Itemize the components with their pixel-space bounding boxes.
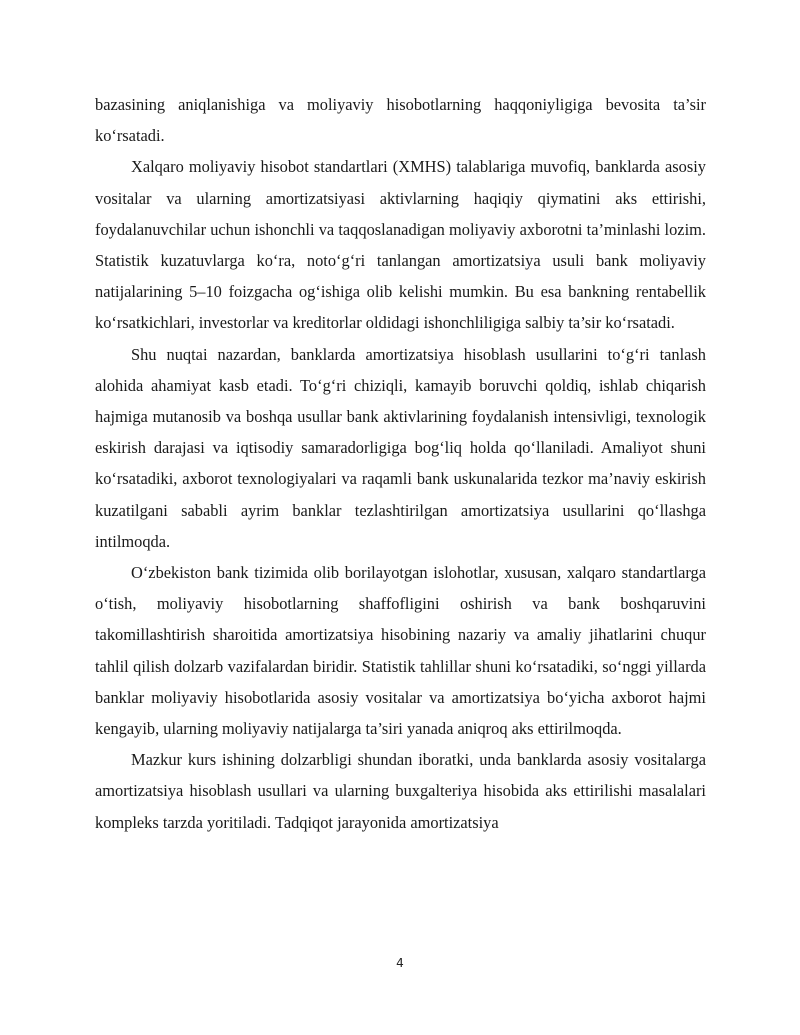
paragraph-uzbekistan-reforms: O‘zbekiston bank tizimida olib borilayotgan islohotlar, xususan, xalqaro standartlarga o‘tish, moliyaviy hisobotlarning shaffofligini oshirish va bank boshqaruvini takomillashtirish sharoitida amortizatsiya hisobining nazariy va amaliy jihatlarini chuqur tahlil qilish dolzarb vazifalardan biridir. Statistik tahlillar shuni ko‘rsatadiki, so‘nggi yillarda banklar moliyaviy hisobotlarida asosiy vositalar va amortizatsiya bo‘yicha axborot hajmi kengayib, ularning moliyaviy natijalarga ta’siri yanada aniqroq aks ettirilmoqda. (95, 563, 706, 739)
paragraph-continuation: bazasining aniqlanishiga va moliyaviy hisobotlarning haqqoniyligiga bevosita ta’sir ko‘rsatadi. (95, 95, 706, 146)
paragraph-relevance: Mazkur kurs ishining dolzarbligi shundan iboratki, unda banklarda asosiy vositalarga amortizatsiya hisoblash usullari va ularning buxgalteriya hisobida aks ettirilishi masalalari kompleks tarzda yoritiladi. Tadqiqot jarayonida amortizatsiya (95, 750, 706, 832)
paragraph-xmhs-requirements: Xalqaro moliyaviy hisobot standartlari (XMHS) talablariga muvofiq, banklarda asosiy vositalar va ularning amortizatsiyasi aktivlarning haqiqiy qiymatini aks ettirishi, foydalanuvchilar uchun ishonchli va taqqoslanadigan moliyaviy axborotni ta’minlashi lozim. Statistik kuzatuvlarga ko‘ra, noto‘g‘ri tanlangan amortizatsiya usuli bank moliyaviy natijalarining 5–10 foizgacha og‘ishiga olib kelishi mumkin. Bu esa bankning rentabellik ko‘rsatkichlari, investorlar va kreditorlar oldidagi ishonchliligiga salbiy ta’sir ko‘rsatadi. (95, 157, 706, 333)
paragraph-depreciation-methods: Shu nuqtai nazardan, banklarda amortizatsiya hisoblash usullarini to‘g‘ri tanlash alohida ahamiyat kasb etadi. To‘g‘ri chiziqli, kamayib boruvchi qoldiq, ishlab chiqarish hajmiga mutanosib va boshqa usullar bank aktivlarining foydalanish intensivligi, texnologik eskirish darajasi va iqtisodiy samaradorligiga bog‘liq holda qo‘llaniladi. Amaliyot shuni ko‘rsatadiki, axborot texnologiyalari va raqamli bank uskunalarida tezkor ma’naviy eskirish kuzatilgani sababli ayrim banklar tezlashtirilgan amortizatsiya usullarini qo‘llashga intilmoqda. (95, 344, 706, 551)
body-text (95, 89, 706, 838)
page-number: 4 (396, 956, 404, 970)
